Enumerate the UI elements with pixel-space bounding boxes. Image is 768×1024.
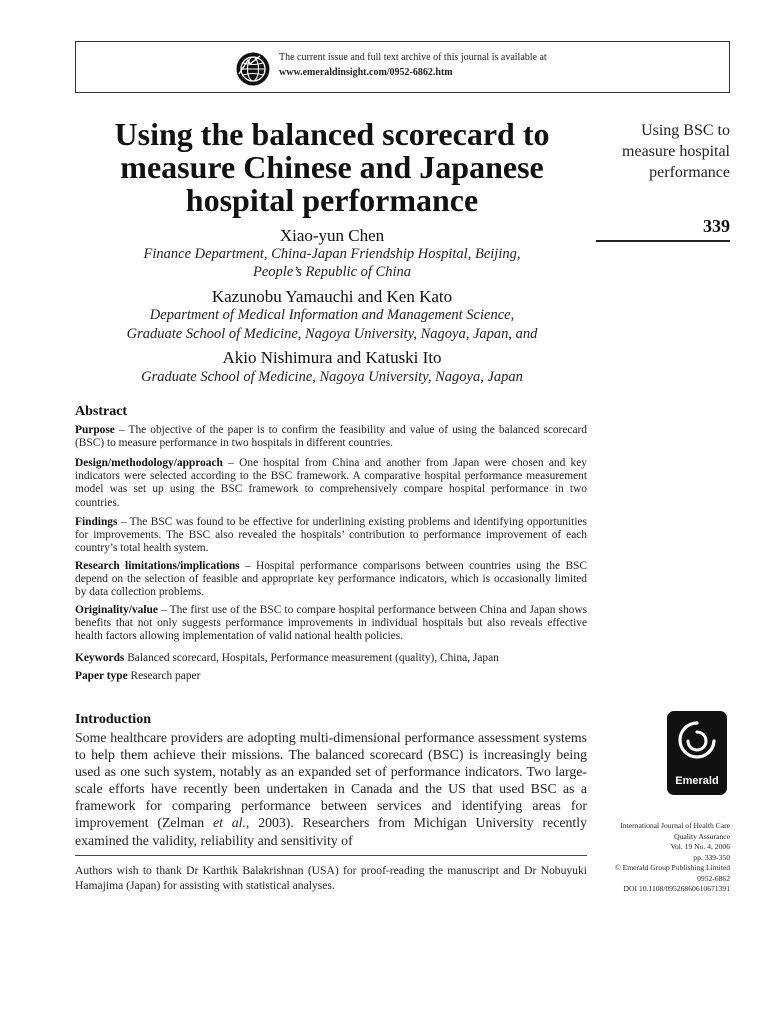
article-title [75, 118, 589, 217]
journal-info-line: 0952-6862 [697, 873, 730, 883]
intro-text: Some healthcare providers are adopting multi-dimensional performance assessment systems to help them achieve their missions. The balanced scorecard (BSC) is increasingly being used as one such system, notably as an expanded set of performance indicators. Two large-scale efforts have recently been undertaken in Canada and the US that used BSC as a framework for comparing performance between services and identifying areas for improvement (Zelman [75, 730, 587, 831]
paper-type-label: Paper type [75, 670, 128, 682]
abstract-paper-type [75, 670, 587, 683]
purpose-text: – The objective of the paper is to confirm the feasibility and value of using the balanced scorecard (BSC) to measure performance in two hospitals in different countries. [75, 424, 587, 450]
author-name: Akio Nishimura and Katuski Ito [222, 348, 442, 367]
footnote-rule [75, 855, 587, 856]
emerald-swirl-icon [667, 711, 727, 773]
intro-italic: et al. [212, 815, 246, 831]
design-label: Design/methodology/approach [75, 457, 223, 469]
purpose-label: Purpose [75, 424, 115, 436]
keywords-text: Balanced scorecard, Hospitals, Performance measurement (quality), China, Japan [124, 652, 499, 664]
running-head-line: Using BSC to [641, 122, 730, 139]
introduction-heading: Introduction [75, 712, 151, 727]
design-text: – One hospital from China and another from Japan were chosen and key indicators were selected according to the BSC framework. A comparative hospital performance measurement model was set up using the BSC framework to comprehensively compare hospital performance in two countries. [75, 457, 587, 509]
running-head-line: measure hospital [622, 143, 730, 160]
abstract-keywords [75, 652, 587, 665]
intro-text: , 2003). Researchers from Michigan University recently examined the validity, reliability and sensitivity of [75, 815, 587, 848]
author-affiliation: Graduate School of Medicine, Nagoya University, Nagoya, Japan [141, 369, 523, 385]
originality-label: Originality/value [75, 604, 158, 616]
author-affiliation: Department of Medical Information and Management Science, [149, 307, 515, 323]
journal-info-line: International Journal of Health Care [620, 821, 730, 830]
globe-icon [236, 52, 270, 86]
journal-info-line: Vol. 19 No. 4, 2006 [670, 842, 730, 851]
acknowledgement-footnote: Authors wish to thank Dr Karthik Balakrishnan (USA) for proof-reading the manuscript and Dr Nobuyuki Hamajima (Japan) for assisting with statistical analyses. [75, 864, 587, 892]
availability-notice: The current issue and full text archive of this journal is available at [279, 52, 547, 63]
limitations-label: Research limitations/implications [75, 560, 240, 572]
journal-info-line: Quality Assurance [674, 831, 730, 841]
author-affiliation: Graduate School of Medicine, Nagoya University, Nagoya, Japan, and [126, 326, 538, 342]
abstract-heading: Abstract [75, 404, 128, 419]
journal-info-line: © Emerald Group Publishing Limited [614, 863, 730, 872]
title-line: hospital performance [185, 182, 479, 218]
running-head [590, 120, 730, 183]
page-number: 339 [703, 216, 730, 236]
author-affiliation: People’s Republic of China [253, 264, 411, 280]
title-line: measure Chinese and Japanese [120, 149, 544, 185]
abstract-purpose [75, 424, 587, 450]
author-affiliation: Finance Department, China-Japan Friendship Hospital, Beijing, [143, 246, 521, 262]
findings-text: – The BSC was found to be effective for underlining existing problems and identifying opportunities for improvements. The BSC also revealed the hospitals’ contribution to performance improvement of each country’s total health system. [75, 516, 587, 555]
findings-label: Findings [75, 516, 118, 528]
paper-type-text: Research paper [127, 670, 201, 682]
keywords-label: Keywords [75, 652, 125, 664]
abstract-limitations [75, 560, 587, 600]
title-line: Using the balanced scorecard to [114, 116, 550, 152]
author-name: Xiao-yun Chen [279, 226, 385, 245]
introduction-body [75, 729, 587, 849]
running-head-line: performance [649, 164, 730, 181]
limitations-text: – Hospital performance comparisons between countries using the BSC depend on the selection of feasible and appropriate key performance indicators, which is occasionally limited by data collection problems. [75, 560, 587, 599]
author-name: Kazunobu Yamauchi and Ken Kato [211, 287, 453, 306]
abstract-originality [75, 604, 587, 644]
abstract-design [75, 457, 587, 510]
journal-url-link[interactable]: www.emeraldinsight.com/0952-6862.htm [279, 67, 453, 78]
page-number-rule [596, 240, 730, 242]
journal-info-line: DOI 10.1108/09526860610671391 [623, 884, 730, 893]
originality-text: – The first use of the BSC to compare hospital performance between China and Japan shows benefits that not only suggests performance improvements in individual hospitals but also reveals effective health factors allowing implementation of valid national health policies. [75, 604, 587, 643]
journal-info-line: pp. 339-350 [693, 852, 730, 862]
emerald-logo-text: Emerald [675, 775, 719, 787]
journal-citation-info [590, 821, 730, 895]
abstract-findings [75, 516, 587, 556]
